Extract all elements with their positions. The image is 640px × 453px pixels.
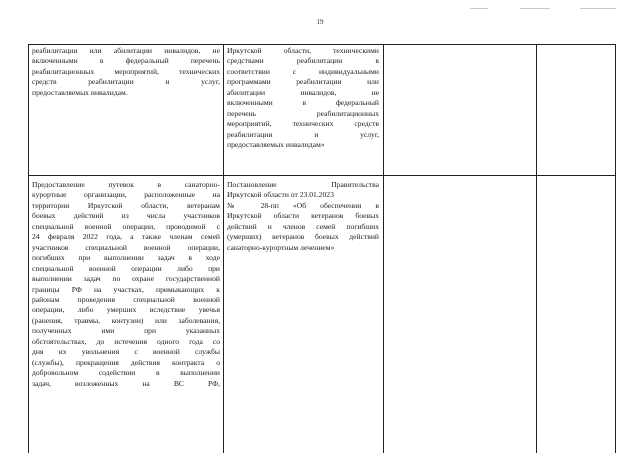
text-line: добровольном содействии в выполнении (32, 368, 220, 378)
text-line: санаторно-курортным лечением» (227, 242, 335, 252)
text-line: боевых действий из числа участников (32, 211, 220, 221)
text-line: (ранения, травмы, контузии) или заболевания, (32, 315, 220, 325)
text-line: соответствии с индивидуальными (227, 66, 379, 76)
text-line: полученных ими при указанных (32, 326, 220, 336)
text-line: средствами реабилитации в (227, 56, 379, 66)
text-line: задач, возложенных на ВС РФ, (32, 378, 220, 388)
scan-artifact (580, 8, 616, 9)
text-line: предоставляемых инвалидам. (32, 87, 128, 97)
text-line: (умерших) ветеранов боевых действий (227, 232, 379, 242)
text-line: выполнении задач по охране государственной (32, 274, 220, 284)
table-border-right (615, 44, 616, 453)
text-line: дня их увольнения с военной службы (32, 347, 220, 357)
text-line: специальной военной операции, проводимой с (32, 221, 220, 231)
text-line: реабилитационных мероприятий, технических (32, 66, 220, 76)
text-line: абилитации инвалидов, не (227, 87, 379, 97)
text-line: действий и членов семей погибших (227, 221, 379, 231)
text-line: Иркутской области ветеранов боевых (227, 211, 379, 221)
page-number: 19 (316, 18, 324, 26)
row1-col2-cell (227, 46, 379, 151)
text-line: № 28-пп «Об обеспечении в (227, 200, 379, 210)
row2-col2-cell (227, 180, 379, 253)
text-line: специальной военной операции либо при (32, 263, 220, 273)
text-line: Иркутской области, техническими (227, 46, 379, 55)
text-line: предоставляемых инвалидам» (227, 140, 325, 150)
text-line: средств реабилитации и услуг, (32, 77, 220, 87)
table-column-divider (536, 44, 537, 453)
text-line: 24 февраля 2022 года, а также членам семей (32, 232, 220, 242)
text-line: операции, либо умерших вследствие увечья (32, 305, 220, 315)
row1-col1-cell (32, 46, 220, 98)
text-line: Постановление Правительства (227, 180, 379, 189)
table-border-left (28, 44, 29, 453)
text-line: реабилитации и услуг, (227, 129, 379, 139)
scan-artifact (520, 8, 550, 9)
text-line: участников специальной военной операции, (32, 242, 220, 252)
text-line: Иркутской области от 23.01.2023 (227, 190, 334, 200)
text-line: обстоятельствах, до истечения одного года со (32, 336, 220, 346)
table-border-top (28, 44, 616, 45)
text-line: программами реабилитации или (227, 77, 379, 87)
text-line: районам проведения специальной военной (32, 294, 220, 304)
text-line: реабилитации или абилитации инвалидов, не (32, 46, 220, 55)
text-line: (службы), прекращения действия контракта о (32, 357, 220, 367)
table-column-divider (223, 44, 224, 453)
row2-col1-cell (32, 180, 220, 389)
text-line: погибших при выполнении задач в ходе (32, 253, 220, 263)
document-table (28, 44, 616, 453)
text-line: мероприятий, технических средств (227, 119, 379, 129)
text-line: включенными в федеральный (227, 98, 379, 108)
text-line: включенными в федеральный перечень (32, 56, 220, 66)
scan-artifact (470, 8, 488, 9)
text-line: перечень реабилитационных (227, 108, 379, 118)
text-line: территории Иркутской области, ветеранам (32, 200, 220, 210)
text-line: курортные организации, расположенные на (32, 190, 220, 200)
table-column-divider (383, 44, 384, 453)
table-row-divider (28, 175, 616, 176)
text-line: Предоставление путевок в санаторно- (32, 180, 220, 189)
text-line: границы РФ на участках, примыкающих к (32, 284, 220, 294)
